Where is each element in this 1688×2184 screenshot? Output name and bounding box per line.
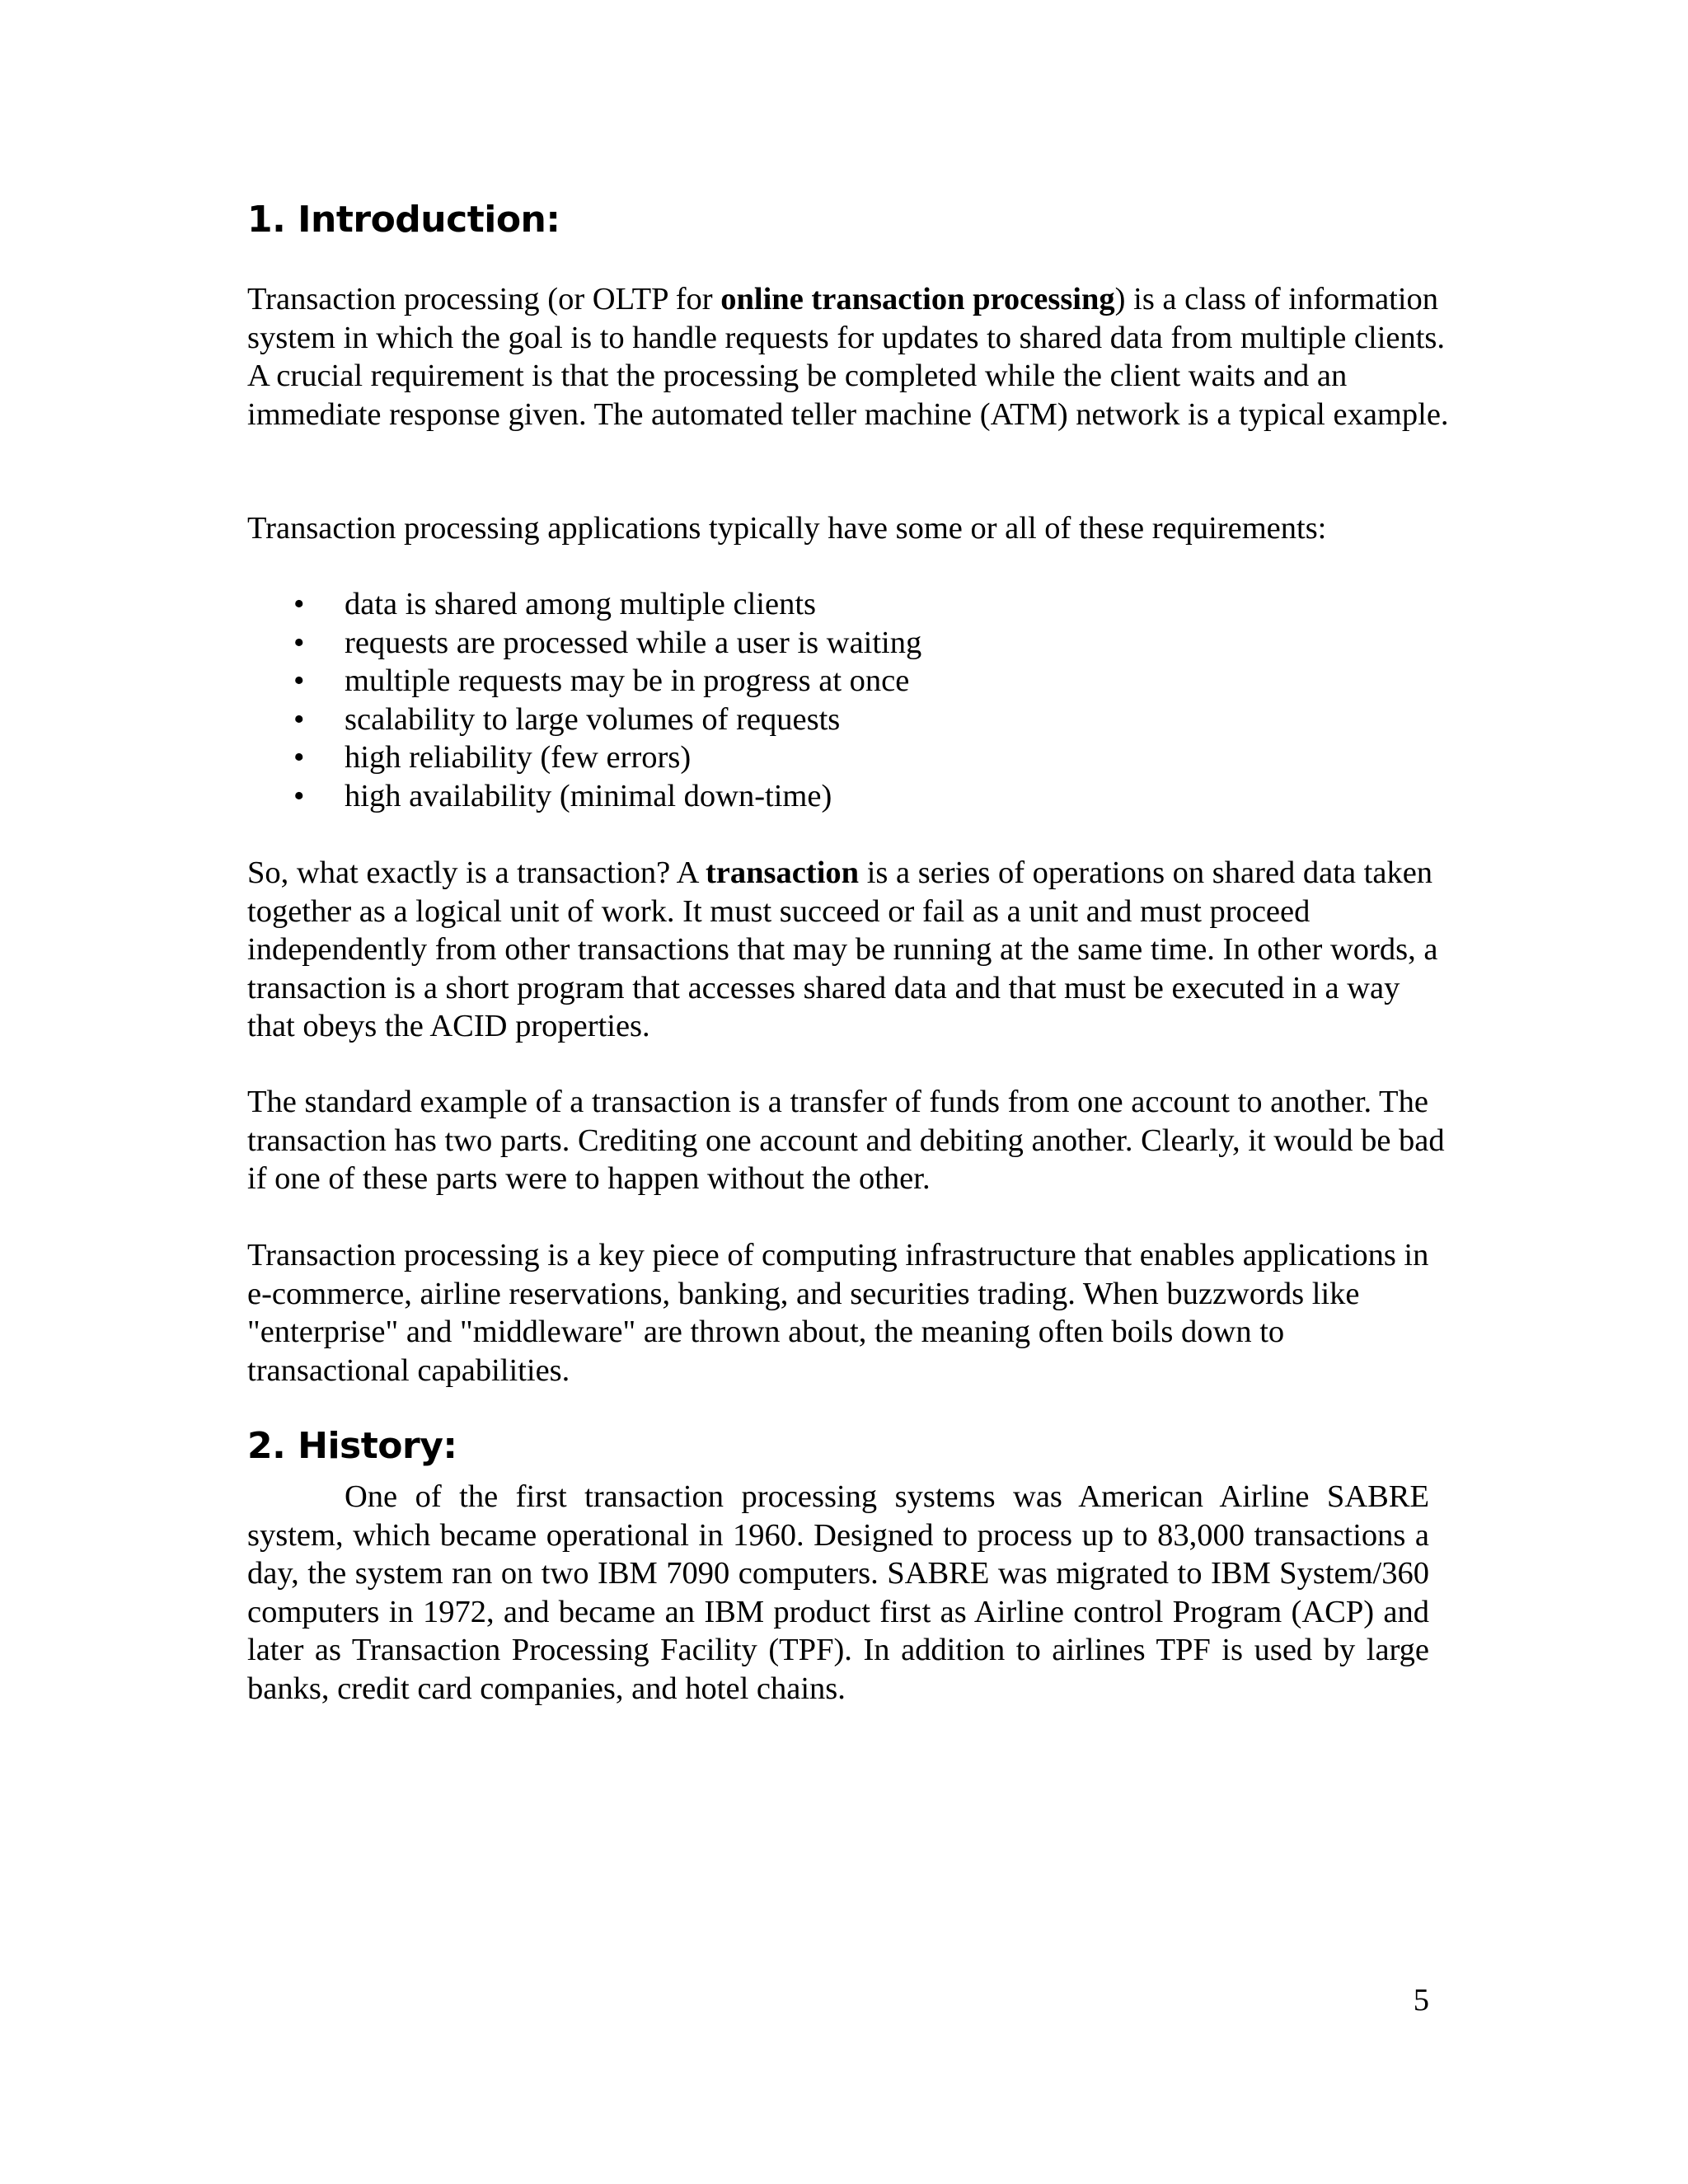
bullet-icon: • — [293, 701, 305, 737]
term-online-transaction-processing: online transaction processing — [720, 282, 1115, 316]
list-item — [247, 701, 1401, 739]
list-item-text: high availability (minimal down-time) — [345, 778, 832, 813]
transaction-definition-text-end: is a series of operations on shared data taken together as a logical unit of work. It must succeed or fail as a unit and must proceed independently from other transactions that may be running at the same time. In other words, a transaction is a short program that accesses shared data and that must be executed in a way that obeys the ACID properties. — [247, 855, 1438, 1043]
section-heading-history: 2. History: — [247, 1425, 457, 1467]
list-item — [247, 662, 1401, 701]
intro-paragraph-oltp — [247, 280, 1451, 434]
list-item-text: requests are processed while a user is waiting — [345, 625, 922, 660]
term-transaction: transaction — [705, 855, 860, 890]
section-heading-introduction: 1. Introduction: — [247, 199, 560, 241]
intro-paragraph-requirements-lead: Transaction processing applications typically have some or all of these requirements: — [247, 511, 1327, 546]
requirements-list — [247, 585, 1401, 815]
list-item — [247, 624, 1401, 663]
intro-paragraph-oltp-text-start: Transaction processing (or OLTP for — [247, 282, 721, 316]
list-item — [247, 777, 1401, 816]
bullet-icon: • — [293, 663, 305, 698]
list-item-text: multiple requests may be in progress at once — [345, 663, 910, 698]
intro-paragraph-funds-transfer-example: The standard example of a transaction is a transfer of funds from one account to another. The transaction has two parts. Crediting one account and debiting another. Clearly, it would be bad if one of these parts were to happen without the other. — [247, 1085, 1445, 1196]
list-item-text: high reliability (few errors) — [345, 740, 692, 775]
bullet-icon: • — [293, 625, 305, 660]
intro-paragraph-transaction-definition — [247, 854, 1451, 1046]
history-paragraph-sabre: One of the first transaction processing systems was American Airline SABRE system, which became operational in 1960. Designed to process up to 83,000 transactions a day, the system ran on two IBM 7090 computers. SABRE was migrated to IBM System/360 computers in 1972, and became an IBM product first as Airline control Program (ACP) and later as Transaction Processing Facility (TPF). In addition to airlines TPF is used by large banks, credit card companies, and hotel chains. — [247, 1479, 1429, 1706]
bullet-icon: • — [293, 587, 305, 621]
transaction-definition-text-start: So, what exactly is a transaction? A — [247, 855, 706, 890]
list-item-text: data is shared among multiple clients — [345, 587, 817, 621]
bullet-icon: • — [293, 740, 305, 775]
list-item — [247, 738, 1401, 777]
page-number: 5 — [1413, 1983, 1429, 2018]
intro-paragraph-infrastructure: Transaction processing is a key piece of computing infrastructure that enables applications in e-commerce, airline reservations, banking, and securities trading. When buzzwords like "enterprise" and "middleware" are thrown about, the meaning often boils down to transactional capabilities. — [247, 1238, 1429, 1388]
bullet-icon: • — [293, 778, 305, 813]
list-item — [247, 585, 1401, 624]
list-item-text: scalability to large volumes of requests — [345, 701, 841, 737]
intro-paragraph-oltp-text-end: ) is a class of information system in which the goal is to handle requests for updates to shared data from multiple clients. A crucial requirement is that the processing be completed while the client waits and an immediate response given. The automated teller machine (ATM) network is a typical example. — [247, 282, 1449, 432]
